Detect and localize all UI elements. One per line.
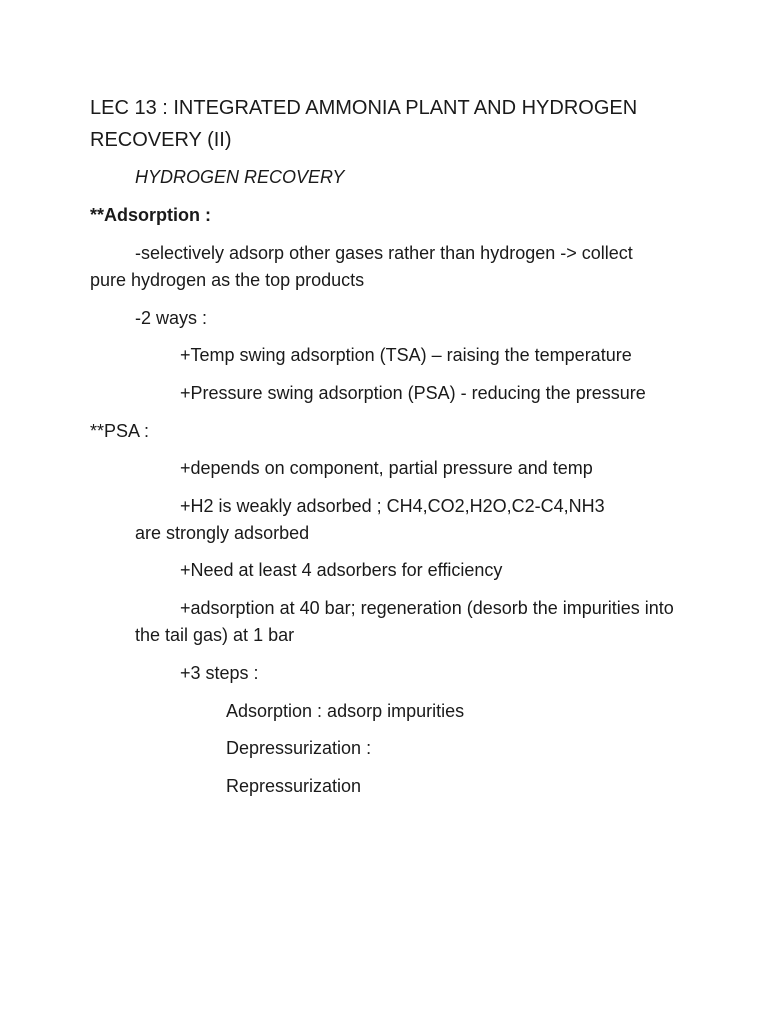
psa-step-depressurization: Depressurization : xyxy=(226,738,372,758)
psa-step-adsorption: Adsorption : adsorp impurities xyxy=(226,701,465,721)
psa-point-2: +H2 is weakly adsorbed ; CH4,CO2,H2O,C2-C4,NH3 are strongly adsorbed xyxy=(135,496,605,543)
psa-heading: **PSA : xyxy=(90,421,150,441)
page-title: LEC 13 : INTEGRATED AMMONIA PLANT AND HYDROGEN RECOVERY (II) xyxy=(90,97,638,151)
adsorption-description: -selectively adsorp other gases rather than hydrogen -> collect pure hydrogen as the top products xyxy=(90,243,633,290)
psa-point-4: +adsorption at 40 bar; regeneration (desorb the impurities into the tail gas) at 1 bar xyxy=(135,598,674,645)
section-heading: HYDROGEN RECOVERY xyxy=(135,167,345,187)
way-item-tsa: +Temp swing adsorption (TSA) – raising the temperature xyxy=(180,345,632,365)
psa-point-3: +Need at least 4 adsorbers for efficiency xyxy=(180,560,503,580)
adsorption-heading: **Adsorption : xyxy=(90,205,211,225)
psa-step-repressurization: Repressurization xyxy=(226,776,362,796)
psa-point-5: +3 steps : xyxy=(180,663,259,683)
ways-label: -2 ways : xyxy=(135,308,208,328)
way-item-psa: +Pressure swing adsorption (PSA) - reducing the pressure xyxy=(180,383,646,403)
psa-point-1: +depends on component, partial pressure and temp xyxy=(180,458,593,478)
